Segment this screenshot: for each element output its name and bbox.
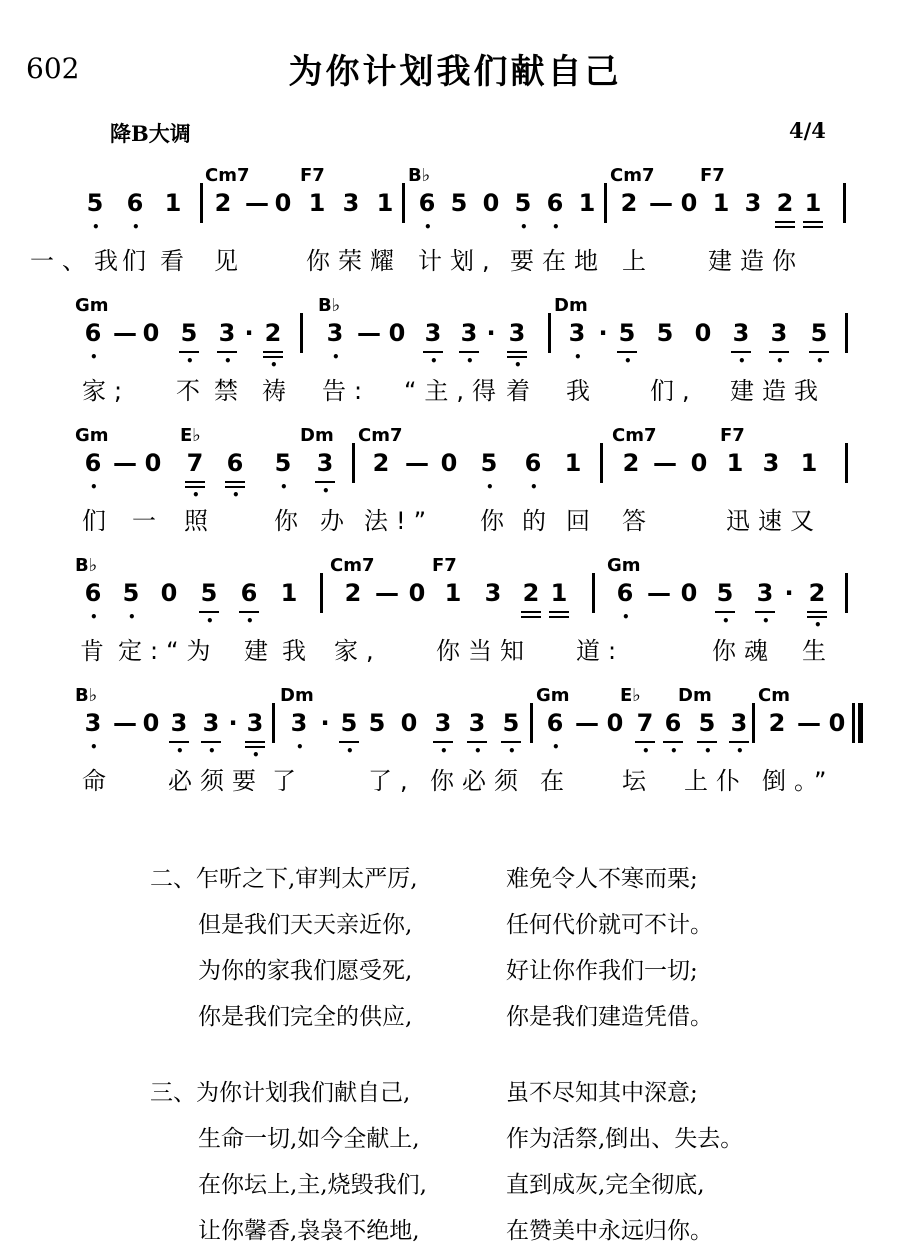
music-system [0, 295, 910, 425]
note: 3 • [316, 449, 334, 498]
lyric-word: 办 [320, 507, 352, 535]
lyric-word: 计划, [418, 247, 498, 275]
note: 6 • [616, 579, 634, 624]
lyric-word: 一、我 [30, 247, 126, 275]
bar-line [843, 183, 846, 223]
note: 5 • [274, 449, 292, 494]
lyric-word: 的 [522, 507, 554, 535]
lyric-word: 你荣耀 [306, 247, 402, 275]
note: 5 • [480, 449, 498, 494]
verse-line-left: 你是我们完全的供应, [198, 1004, 413, 1030]
verse-line-right: 直到成灰,完全彻底, [506, 1172, 705, 1198]
note: 0 [606, 709, 624, 737]
bar-line [548, 313, 551, 353]
note: 0 [144, 449, 162, 477]
bar-line [852, 703, 855, 743]
chord-symbol: Dm [678, 685, 712, 706]
chord-symbol: Cm [758, 685, 790, 706]
chord-symbol: F7 [300, 165, 325, 186]
note: 0 [694, 319, 712, 347]
bar-line [200, 183, 203, 223]
lyric-word: 倒。” [762, 767, 835, 795]
note: 0 [680, 579, 698, 607]
dash-extension: — [357, 319, 381, 347]
augmentation-dot: · [320, 709, 330, 737]
verse-line-left: 二、乍听之下,审判太严厉, [150, 866, 418, 892]
bar-line [604, 183, 607, 223]
lyric-word: 告: [322, 377, 371, 405]
augmentation-dot: · [228, 709, 238, 737]
note: 5 • [716, 579, 734, 628]
verse-line-right: 难免令人不寒而栗; [506, 866, 698, 892]
lyric-word: 建 [244, 637, 276, 665]
chord-symbol: Gm [75, 295, 109, 316]
lyric-word: 迅速又 [726, 507, 822, 535]
lyric-word: 家, [334, 637, 382, 665]
note: 1 [376, 189, 394, 217]
chord-symbol: Dm [554, 295, 588, 316]
lyric-word: 一 [132, 507, 164, 535]
chord-symbol: Cm7 [330, 555, 375, 576]
lyric-word: 道: [576, 637, 625, 665]
lyric-word: 在 [540, 767, 572, 795]
verse-line-right: 作为活祭,倒出、失去。 [506, 1126, 744, 1152]
lyric-word: 们, [650, 377, 698, 405]
notation-row [0, 709, 910, 769]
chord-symbol: F7 [700, 165, 725, 186]
time-signature: 4/4 [789, 118, 826, 143]
lyric-word: 建造你 [708, 247, 804, 275]
note: 3 • [460, 319, 478, 368]
note: 5 • [86, 189, 104, 234]
lyric-word: “主,得 [404, 377, 505, 405]
final-bar-line [858, 703, 863, 743]
bar-line [600, 443, 603, 483]
lyric-word: 你必须 [430, 767, 526, 795]
verse-line-right: 好让你作我们一切; [506, 958, 698, 984]
note: 3 • [290, 709, 308, 754]
verse-line-right: 你是我们建造凭借。 [506, 1004, 713, 1030]
dash-extension: — [649, 189, 673, 217]
lyric-word: 们 [82, 507, 114, 535]
verse-line-left: 在你坛上,主,烧毁我们, [198, 1172, 427, 1198]
note: 3 • [732, 319, 750, 368]
note: 5 • [618, 319, 636, 368]
verse-line-right: 任何代价就可不计。 [506, 912, 713, 938]
note: 5 [368, 709, 386, 737]
note: 6 • [546, 189, 564, 234]
lyric-word: 看 [160, 247, 192, 275]
note: 3 • [434, 709, 452, 758]
note: 1 [726, 449, 744, 477]
dash-extension: — [797, 709, 821, 737]
dash-extension: — [245, 189, 269, 217]
dash-extension: — [653, 449, 677, 477]
chord-symbol: B♭ [75, 555, 98, 576]
bar-line [272, 703, 275, 743]
lyric-word: 祷 [262, 377, 294, 405]
dash-extension: — [113, 449, 137, 477]
note: 2 [518, 579, 544, 627]
page-title: 为你计划我们献自己 [288, 52, 622, 92]
note: 3 [342, 189, 360, 217]
note: 2 [772, 189, 798, 237]
lyric-word: 你当知 [436, 637, 532, 665]
lyric-word: 禁 [214, 377, 246, 405]
note: 2 • [808, 579, 826, 632]
music-system [0, 555, 910, 685]
note: 3 • [170, 709, 188, 758]
lyric-word: 坛 [622, 767, 654, 795]
note: 0 [828, 709, 846, 737]
note: 5 • [698, 709, 716, 758]
note: 5 • [514, 189, 532, 234]
note: 5 • [180, 319, 198, 368]
bar-line [530, 703, 533, 743]
note: 3 • [756, 579, 774, 628]
chord-symbol: F7 [432, 555, 457, 576]
chord-symbol: E♭ [620, 685, 641, 706]
chord-symbol: B♭ [318, 295, 341, 316]
lyric-word: 上 [622, 247, 654, 275]
dash-extension: — [405, 449, 429, 477]
notation-row [0, 579, 910, 639]
notation-row [0, 319, 910, 379]
chord-symbol: Gm [607, 555, 641, 576]
note: 2 [622, 449, 640, 477]
note: 5 • [502, 709, 520, 758]
lyric-word: 命 [82, 767, 114, 795]
bar-line [752, 703, 755, 743]
note: 3 • [326, 319, 344, 364]
note: 3 • [730, 709, 748, 758]
chord-symbol: Gm [536, 685, 570, 706]
key-signature: 降B大调 [110, 121, 191, 146]
note: 3 • [568, 319, 586, 364]
bar-line [352, 443, 355, 483]
chord-symbol: Dm [300, 425, 334, 446]
lyric-word: 建造我 [730, 377, 826, 405]
dash-extension: — [575, 709, 599, 737]
bar-line [845, 313, 848, 353]
note: 3 • [202, 709, 220, 758]
bar-line [300, 313, 303, 353]
note: 6 • [84, 449, 102, 494]
verse-line-left: 生命一切,如今全献上, [198, 1126, 420, 1152]
note: 1 [578, 189, 596, 217]
chord-symbol: Cm7 [358, 425, 403, 446]
note: 2 [344, 579, 362, 607]
note: 3 • [424, 319, 442, 368]
note: 1 [564, 449, 582, 477]
dash-extension: — [647, 579, 671, 607]
note: 6 • [546, 709, 564, 754]
chord-symbol: B♭ [75, 685, 98, 706]
lyric-word: 你 [274, 507, 306, 535]
note: 1 [280, 579, 298, 607]
note: 5 • [810, 319, 828, 368]
augmentation-dot: · [598, 319, 608, 347]
verse-line-left: 三、为你计划我们献自己, [150, 1080, 411, 1106]
note: 1 [712, 189, 730, 217]
verse-line-left: 但是我们天天亲近你, [198, 912, 413, 938]
note: 6 • [126, 189, 144, 234]
lyric-word: 你 [480, 507, 512, 535]
note: 1 [546, 579, 572, 627]
verse-line-left: 让你馨香,袅袅不绝地, [198, 1218, 420, 1244]
note: 6 • [240, 579, 258, 628]
verse-line-right: 在赞美中永远归你。 [506, 1218, 713, 1244]
note: 1 [164, 189, 182, 217]
chord-symbol: F7 [720, 425, 745, 446]
note: 3 • [218, 319, 236, 368]
note: 2 [620, 189, 638, 217]
note: 0 [482, 189, 500, 217]
note: 6 • [84, 579, 102, 624]
note: 3 [744, 189, 762, 217]
hymn-number: 602 [26, 52, 80, 85]
note: 1 [800, 189, 826, 237]
note: 0 [408, 579, 426, 607]
music-system [0, 685, 910, 815]
chord-symbol: B♭ [408, 165, 431, 186]
augmentation-dot: · [244, 319, 254, 347]
note: 0 [160, 579, 178, 607]
note: 5 [450, 189, 468, 217]
note: 2 [214, 189, 232, 217]
bar-line [320, 573, 323, 613]
lyric-word: 你魂 [712, 637, 776, 665]
note: 0 [680, 189, 698, 217]
augmentation-dot: · [486, 319, 496, 347]
lyric-word: 我 [566, 377, 598, 405]
note: 6 • [84, 319, 102, 364]
note: 2 • [264, 319, 282, 372]
note: 0 [274, 189, 292, 217]
bar-line [845, 573, 848, 613]
note: 6 • [524, 449, 542, 494]
lyric-word: 定:“为 [118, 637, 219, 665]
note: 0 [388, 319, 406, 347]
lyric-word: 生 [802, 637, 834, 665]
note: 0 [142, 709, 160, 737]
lyric-word: 必须要 [168, 767, 264, 795]
note: 6 • [418, 189, 436, 234]
chord-symbol: Gm [75, 425, 109, 446]
notation-row [0, 189, 910, 249]
chord-symbol: Cm7 [612, 425, 657, 446]
note: 3 • [246, 709, 264, 762]
lyric-word: 见 [214, 247, 246, 275]
note: 1 [444, 579, 462, 607]
note: 3 [762, 449, 780, 477]
music-system [0, 165, 910, 295]
note: 6 • [226, 449, 244, 502]
notation-row [0, 449, 910, 509]
note: 0 [400, 709, 418, 737]
lyric-word: 肯 [80, 637, 112, 665]
note: 1 [308, 189, 326, 217]
note: 3 • [508, 319, 526, 372]
note: 2 [372, 449, 390, 477]
bar-line [402, 183, 405, 223]
lyric-word: 照 [184, 507, 216, 535]
verse-line-right: 虽不尽知其中深意; [506, 1080, 698, 1106]
note: 5 • [200, 579, 218, 628]
lyric-word: 了, [368, 767, 416, 795]
lyric-word: 法!” [364, 507, 435, 535]
lyric-word: 上仆 [684, 767, 748, 795]
lyric-word: 要在地 [510, 247, 606, 275]
note: 5 [656, 319, 674, 347]
note: 3 [484, 579, 502, 607]
lyric-word: 着 [506, 377, 538, 405]
note: 2 [768, 709, 786, 737]
note: 6 • [664, 709, 682, 758]
music-system [0, 425, 910, 555]
note: 3 • [770, 319, 788, 368]
note: 0 [440, 449, 458, 477]
lyric-word: 家; [82, 377, 131, 405]
dash-extension: — [113, 319, 137, 347]
note: 1 [800, 449, 818, 477]
dash-extension: — [113, 709, 137, 737]
dash-extension: — [375, 579, 399, 607]
note: 0 [690, 449, 708, 477]
note: 0 [142, 319, 160, 347]
bar-line [845, 443, 848, 483]
note: 7 • [636, 709, 654, 758]
bar-line [592, 573, 595, 613]
lyric-word: 了 [272, 767, 304, 795]
lyric-word: 答 [622, 507, 654, 535]
note: 3 • [84, 709, 102, 754]
chord-symbol: Dm [280, 685, 314, 706]
lyric-word: 们 [122, 247, 154, 275]
chord-symbol: Cm7 [205, 165, 250, 186]
chord-symbol: Cm7 [610, 165, 655, 186]
note: 5 • [122, 579, 140, 624]
lyric-word: 我 [282, 637, 314, 665]
augmentation-dot: · [784, 579, 794, 607]
note: 5 • [340, 709, 358, 758]
chord-symbol: E♭ [180, 425, 201, 446]
lyric-word: 不 [176, 377, 208, 405]
note: 7 • [186, 449, 204, 502]
lyric-word: 回 [566, 507, 598, 535]
note: 3 • [468, 709, 486, 758]
verse-line-left: 为你的家我们愿受死, [198, 958, 413, 984]
